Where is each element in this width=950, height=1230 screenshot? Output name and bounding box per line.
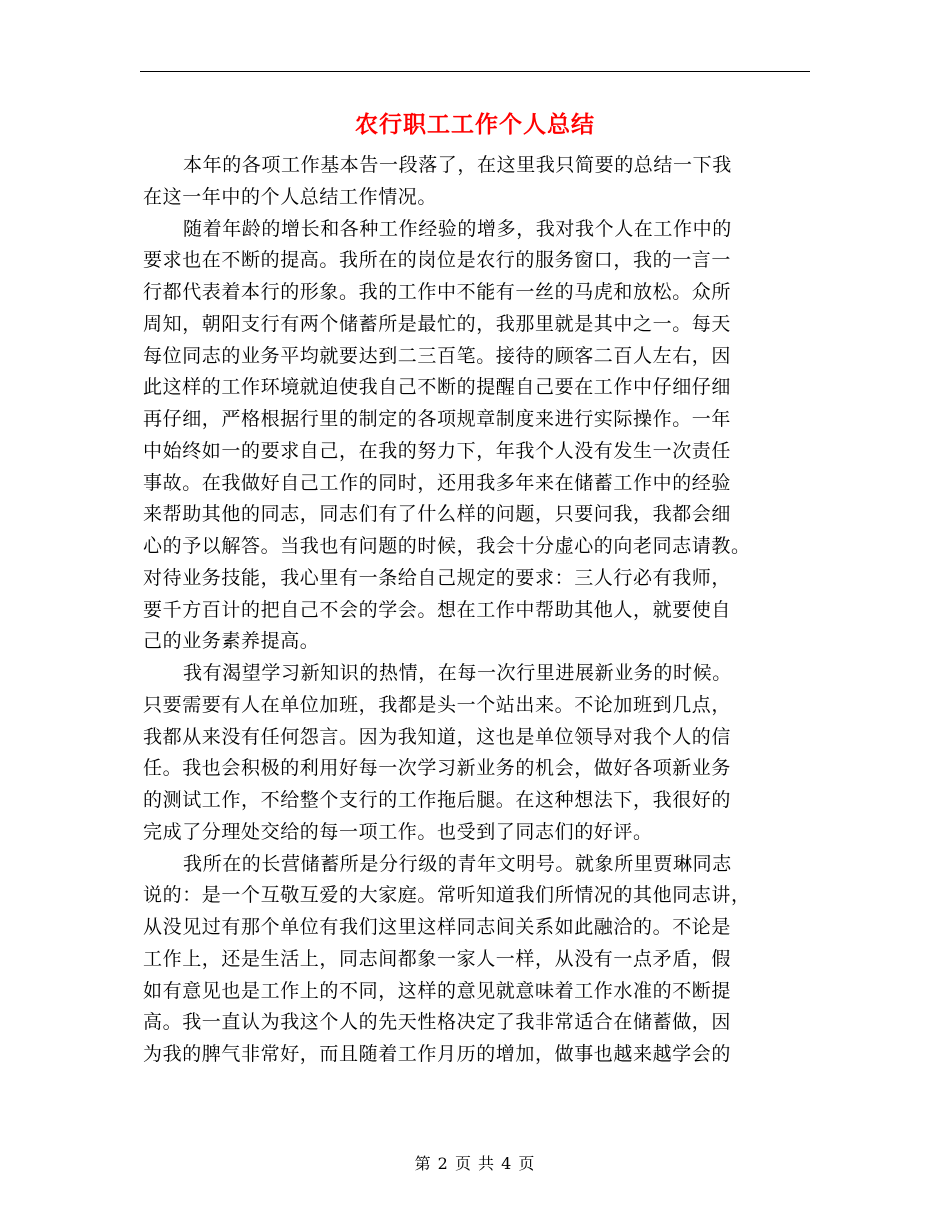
body-line: 任。我也会积极的利用好每一次学习新业务的机会，做好各项新业务 bbox=[143, 757, 732, 780]
body-line: 心的予以解答。当我也有问题的时候，我会十分虚心的向老同志请教。 bbox=[143, 535, 751, 557]
body-line: 为我的脾气非常好，而且随着工作月历的增加，做事也越来越学会的 bbox=[143, 1043, 732, 1065]
body-line: 周知，朝阳支行有两个储蓄所是最忙的，我那里就是其中之一。每天 bbox=[143, 312, 732, 335]
body-line: 只要需要有人在单位加班，我都是头一个站出来。不论加班到几点， bbox=[143, 693, 732, 716]
document-body bbox=[143, 150, 808, 1071]
body-line: 如有意见也是工作上的不同，这样的意见就意味着工作水准的不断提 bbox=[143, 979, 732, 1002]
header-rule bbox=[140, 71, 810, 72]
body-line: 要千方百计的把自己不会的学会。想在工作中帮助其他人，就要使自 bbox=[143, 598, 732, 621]
body-line: 我有渴望学习新知识的热情，在每一次行里进展新业务的时候。 bbox=[183, 662, 732, 684]
body-line: 事故。在我做好自己工作的同时，还用我多年来在储蓄工作中的经验 bbox=[143, 471, 732, 494]
body-line: 本年的各项工作基本告一段落了，在这里我只简要的总结一下我 bbox=[183, 154, 732, 176]
page-number: 第 2 页 共 4 页 bbox=[414, 1154, 536, 1173]
body-line: 的测试工作，不给整个支行的工作拖后腿。在这种想法下，我很好的 bbox=[143, 789, 732, 811]
body-line: 中始终如一的要求自己，在我的努力下，年我个人没有发生一次责任 bbox=[143, 439, 732, 462]
body-line: 己的业务素养提高。 bbox=[143, 630, 320, 653]
body-line: 此这样的工作环境就迫使我自己不断的提醒自己要在工作中仔细仔细 bbox=[143, 376, 732, 399]
body-line: 来帮助其他的同志，同志们有了什么样的问题，只要问我，我都会细 bbox=[143, 503, 732, 526]
body-line: 在这一年中的个人总结工作情况。 bbox=[143, 185, 438, 208]
body-line: 我所在的长营储蓄所是分行级的青年文明号。就象所里贾琳同志 bbox=[183, 852, 732, 875]
body-line: 说的：是一个互敬互爱的大家庭。常听知道我们所情况的其他同志讲， bbox=[143, 884, 751, 907]
body-line: 对待业务技能，我心里有一条给自己规定的要求：三人行必有我师， bbox=[143, 566, 732, 589]
body-line: 从没见过有那个单位有我们这里这样同志间关系如此融洽的。不论是 bbox=[143, 916, 732, 938]
body-line: 工作上，还是生活上，同志间都象一家人一样，从没有一点矛盾，假 bbox=[143, 947, 732, 970]
body-line: 行都代表着本行的形象。我的工作中不能有一丝的马虎和放松。众所 bbox=[143, 281, 732, 303]
body-line: 再仔细，严格根据行里的制定的各项规章制度来进行实际操作。一年 bbox=[143, 408, 732, 430]
body-line: 完成了分理处交给的每一项工作。也受到了同志们的好评。 bbox=[143, 820, 653, 843]
body-line: 每位同志的业务平均就要达到二三百笔。接待的顾客二百人左右，因 bbox=[143, 344, 732, 367]
body-line: 高。我一直认为我这个人的先天性格决定了我非常适合在储蓄做，因 bbox=[143, 1011, 732, 1034]
body-line: 我都从来没有任何怨言。因为我知道，这也是单位领导对我个人的信 bbox=[143, 725, 732, 748]
body-line: 要求也在不断的提高。我所在的岗位是农行的服务窗口，我的一言一 bbox=[143, 249, 732, 272]
body-line: 随着年龄的增长和各种工作经验的增多，我对我个人在工作中的 bbox=[183, 217, 732, 240]
document-title: 农行职工工作个人总结 bbox=[355, 111, 595, 138]
